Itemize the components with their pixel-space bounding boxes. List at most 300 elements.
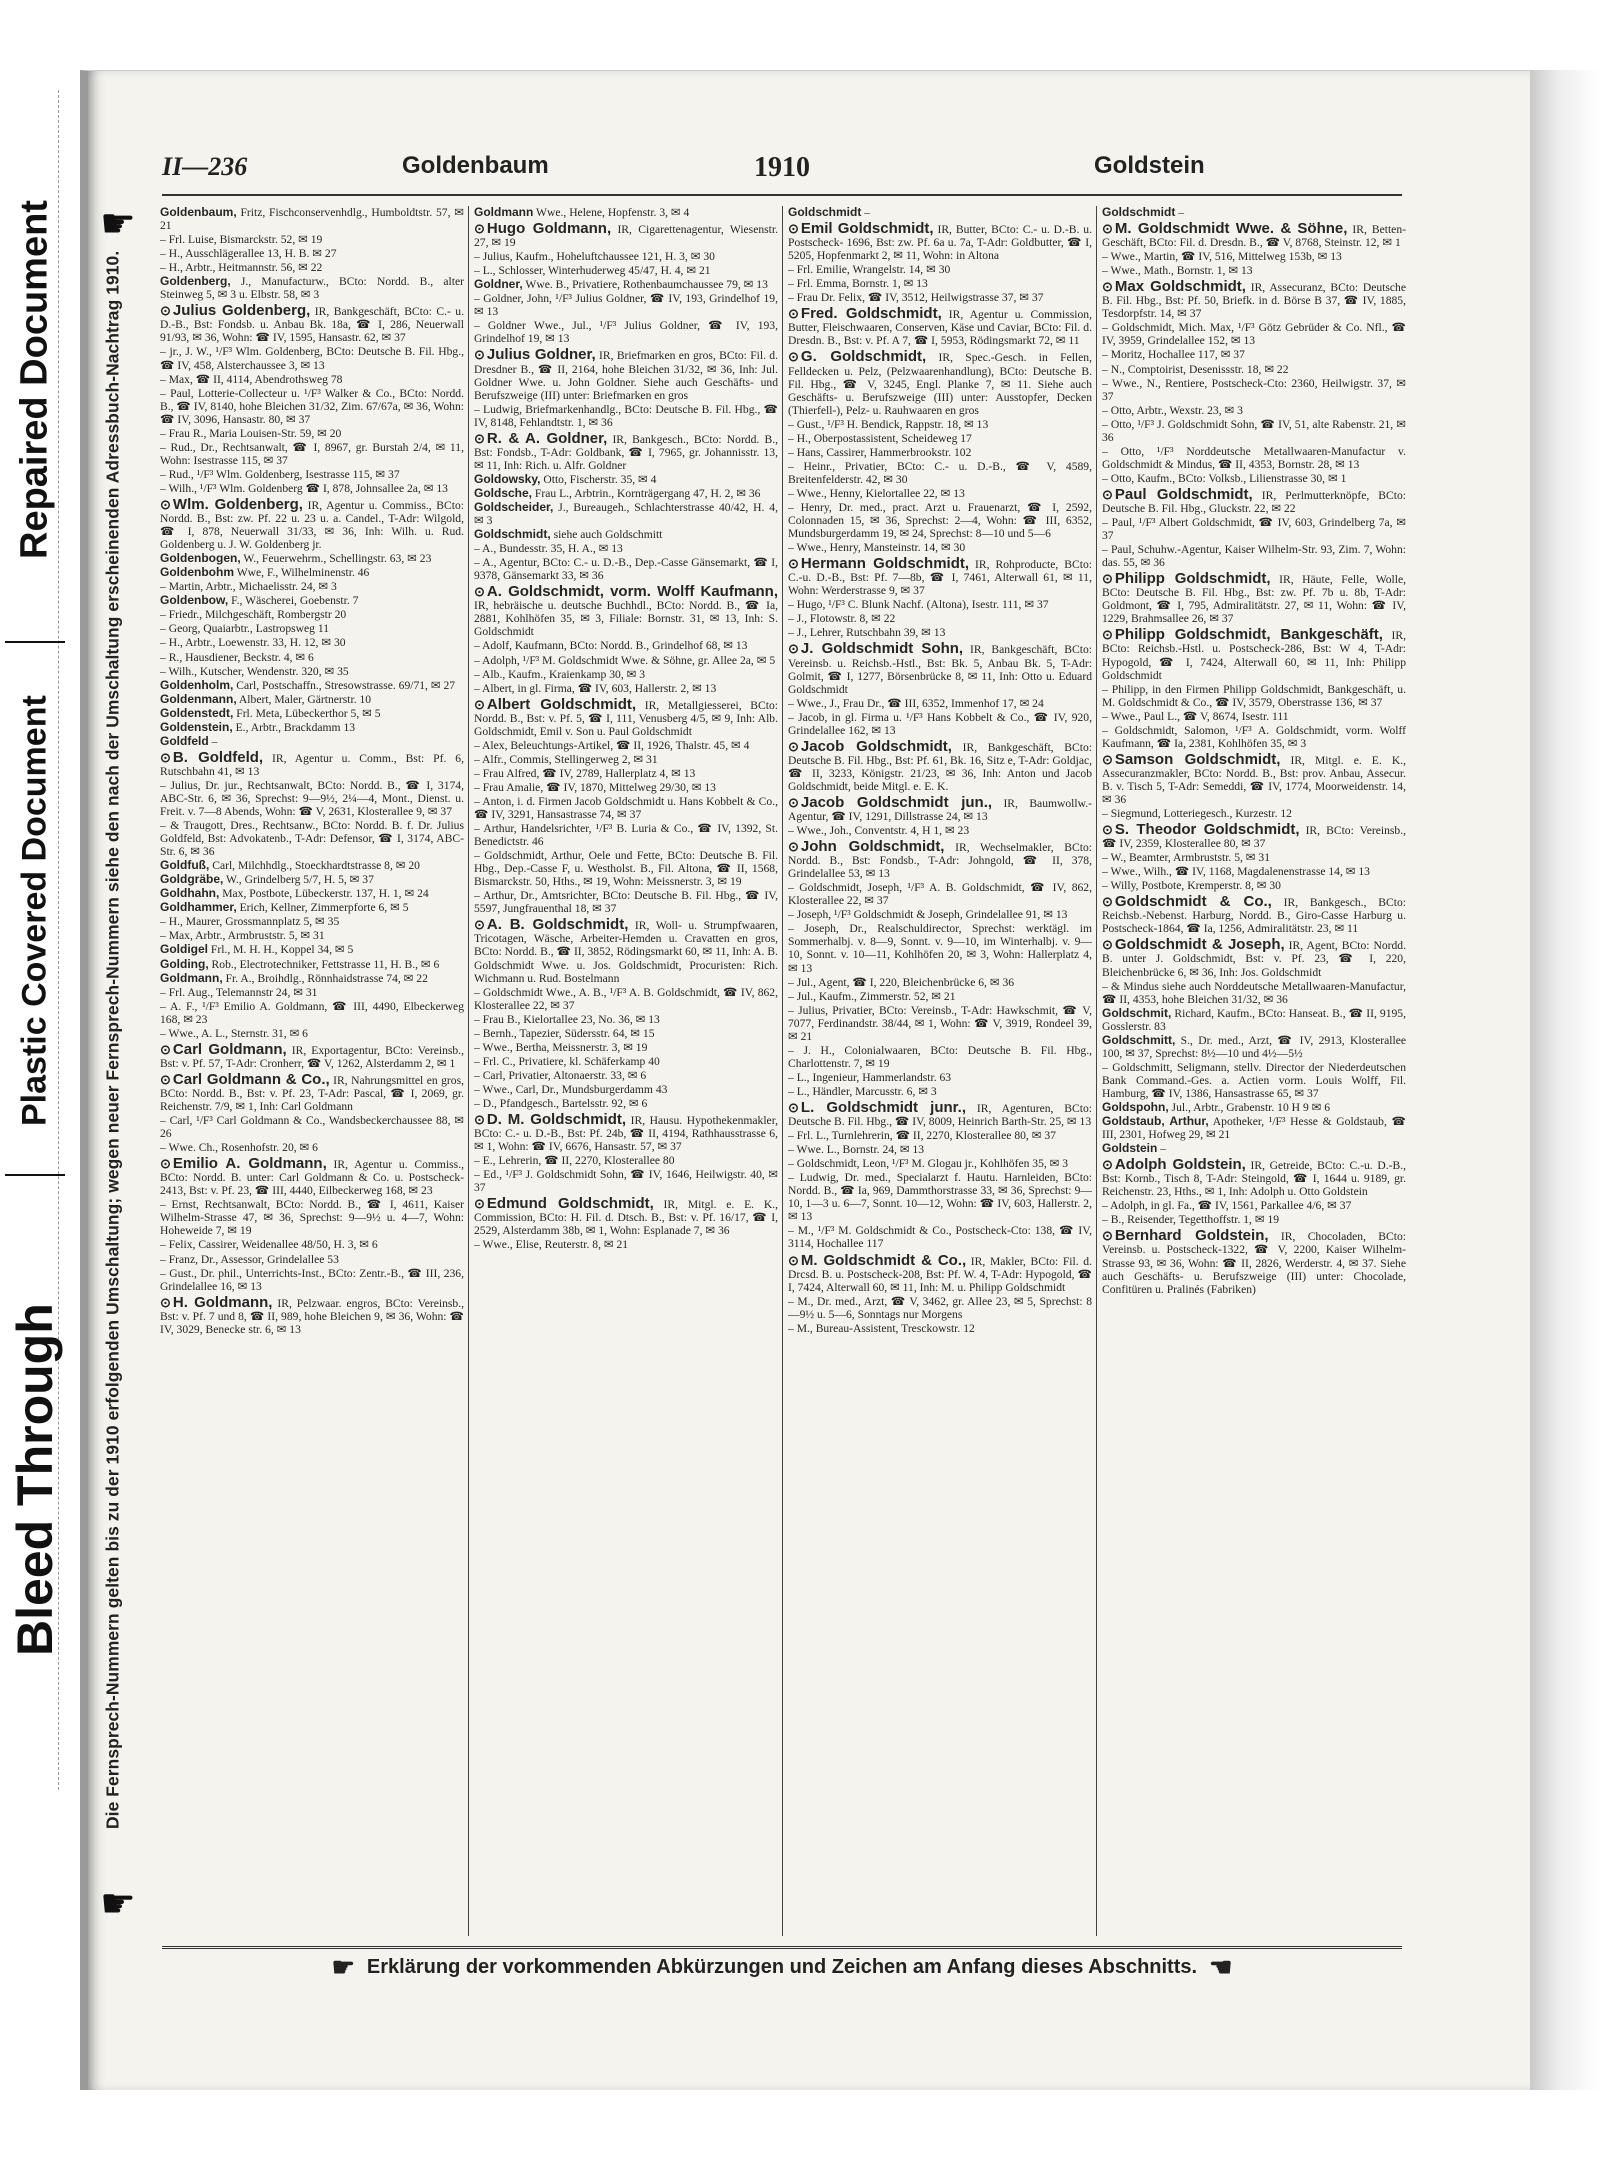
entry-details: – Wwe., Henny, Kielortallee 22, ✉ 13 — [788, 486, 965, 500]
entry-details: – Frl. Luise, Bismarckstr. 52, ✉ 19 — [160, 233, 323, 247]
telephone-marker-icon: ⊙ — [1102, 627, 1113, 643]
entry-name: Goldsche, — [474, 485, 533, 500]
directory-entry — [160, 566, 464, 579]
directory-entry — [1102, 1158, 1406, 1198]
entry-details: – Frl. Aug., Telemannstr 24, ✉ 31 — [160, 985, 318, 999]
telephone-marker-icon: ⊙ — [474, 696, 485, 712]
entry-name: Goldenholm, — [160, 677, 234, 692]
entry-details: – Arthur, Handelsrichter, ¹/F³ B. Luria & Co., ☎ IV, 1392, St. Benedictstr. 46 — [474, 822, 778, 849]
repaired-document-label: Repaired Document — [5, 118, 65, 643]
directory-entry — [160, 819, 464, 858]
entry-details: – Wwe., Joh., Conventstr. 4, H 1, ✉ 23 — [788, 824, 970, 838]
entry-name: Albert Goldschmidt, — [486, 695, 637, 713]
directory-entry — [788, 263, 1092, 276]
entry-name: Emil Goldschmidt, — [800, 220, 934, 238]
entry-details: – Carl, ¹/F³ Carl Goldmann & Co., Wandsbeckerchaussee 88, ✉ 26 — [160, 1114, 464, 1141]
entry-details: – N., Comptoirist, Desenissstr. 18, ✉ 22 — [1102, 362, 1289, 376]
plastic-covered-label: Plastic Covered Document — [5, 648, 65, 1176]
entry-name: Goldhammer, — [160, 900, 237, 915]
directory-entry — [160, 748, 464, 778]
entry-details: IR, Butter, BCto: C.- u. D.-B. u. Postscheck- 1696, Bst: zw. Pf. 6a u. 7a, T-Adr: Goldbutter, ☎ I, 5205, Hopfenmarkt 2, ✉ 11, Wohn: in Altona — [788, 223, 1092, 263]
directory-entry — [1102, 1142, 1406, 1155]
directory-entry — [1102, 1007, 1406, 1033]
entry-details: Carl, Milchhdlg., Stoeckhardtstrasse 8, ✉ 20 — [209, 859, 420, 873]
entry-details: Otto, Fischerstr. 35, ✉ 4 — [540, 472, 657, 486]
entry-details: – Frl. Emma, Bornstr. 1, ✉ 13 — [788, 277, 928, 291]
entry-name: Goldschmidt, — [474, 527, 551, 542]
directory-entry — [474, 1168, 778, 1194]
entry-details: Frl., M. H. H., Koppel 34, ✉ 5 — [208, 943, 354, 957]
telephone-marker-icon: ⊙ — [160, 496, 171, 512]
directory-entry — [788, 626, 1092, 639]
directory-entry — [788, 557, 1092, 597]
telephone-marker-icon: ⊙ — [1102, 1157, 1113, 1173]
telephone-marker-icon: ⊙ — [160, 749, 171, 765]
entry-details: – Julius, Kaufm., Hoheluftchaussee 121, H. 3, ✉ 30 — [474, 250, 715, 264]
entry-details: – Heinr., Privatier, BCto: C.- u. D.-B., ☎ V, 4589, Breitenfelderstr. 42, ✉ 30 — [788, 459, 1092, 486]
entry-details: – Wilh., ¹/F³ Wlm. Goldenberg ☎ I, 878, Johnsallee 2a, ✉ 13 — [160, 481, 448, 495]
entry-details: – Alfr., Commis, Stellingerweg 2, ✉ 31 — [474, 752, 658, 766]
entry-details: IR, Bankgesch., BCto: Nordd. B., Bst: Fondsb., T-Adr: Goldbank, ☎ I, 7965, gr. Johannisstr. 13, ✉ 11, Inh: Rich. u. Alfr. Goldner — [474, 432, 778, 472]
entry-details: – Franz, Dr., Assessor, Grindelallee 53 — [160, 1252, 339, 1266]
entry-details: IR, Perlmutterknöpfe, BCto: Deutsche B. Fil. Hbg., Gluckstr. 22, ✉ 22 — [1102, 488, 1406, 515]
entry-details: – Wwe., Elise, Reuterstr. 8, ✉ 21 — [474, 1238, 629, 1252]
entry-details: – Alb., Kaufm., Kraienkamp 30, ✉ 3 — [474, 667, 646, 681]
directory-entry — [474, 250, 778, 263]
entry-details: – Wwe., A. L., Sternstr. 31, ✉ 6 — [160, 1026, 308, 1040]
directory-entry — [788, 541, 1092, 554]
directory-entry — [474, 1027, 778, 1040]
entry-details: IR, Wechselmakler, BCto: Nordd. B., Bst: Fondsb., T-Adr: Johngold, ☎ II, 378, Grindelallee 53, ✉ 13 — [788, 841, 1092, 881]
entry-details: IR, BCto: Vereinsb., ☎ IV, 2359, Klosterallee 80, ✉ 37 — [1102, 824, 1406, 851]
entry-details: – Wwe., N., Rentiere, Postscheck-Cto: 2360, Heilwigstr. 37, ✉ 37 — [1102, 376, 1406, 403]
directory-entry — [474, 292, 778, 318]
directory-entry — [788, 737, 1092, 793]
entry-name: Goldigel — [160, 942, 208, 957]
entry-details: IR, Agent, BCto: Nordd. B. unter J. Goldschmidt, Bst: v. Pf. 23, ☎ I, 220, Bleichenbrücke 6, ✉ 36, Inh: Jos. Goldschmidt — [1102, 939, 1406, 979]
entry-name: H. Goldmann, — [172, 1293, 273, 1311]
directory-entry — [474, 1113, 778, 1153]
directory-entry — [1102, 250, 1406, 263]
entry-details: – Wwe., Martin, ☎ IV, 516, Mittelweg 153b, ✉ 13 — [1102, 250, 1342, 264]
directory-entry — [1102, 206, 1406, 219]
entry-name: Goldhahn, — [160, 886, 220, 901]
directory-entry — [474, 1083, 778, 1096]
entry-details: – Jul., Agent, ☎ I, 220, Bleichenbrücke 6, ✉ 36 — [788, 975, 1015, 989]
directory-entry — [788, 291, 1092, 304]
directory-entry — [788, 222, 1092, 262]
page-edge-shadow — [1530, 70, 1600, 2090]
directory-entry — [474, 739, 778, 752]
telephone-marker-icon: ⊙ — [1102, 822, 1113, 838]
entry-details: IR, Mitgl. e. E. K., Assecuranzmakler, BCto: Nordd. B., Bst: prov. Anbau, Assecur. B. v. Tisch 5, T-Adr: Semeddi, ☎ IV, 1774, Moorweidenstr. 14, ✉ 36 — [1102, 753, 1406, 806]
entry-details: IR, Betten-Geschäft, BCto: Fil. d. Dresdn. B., ☎ V, 8768, Steinstr. 12, ✉ 1 — [1102, 223, 1406, 250]
entry-name: Goldmann, — [160, 970, 223, 985]
entry-name: Paul Goldschmidt, — [1114, 485, 1253, 503]
directory-entry — [788, 1044, 1092, 1070]
directory-entry — [160, 929, 464, 942]
entry-details: IR, Agentur u. Comm., Bst: Pf. 6, Rutschbahn 41, ✉ 13 — [160, 751, 464, 778]
telephone-marker-icon: ⊙ — [1102, 894, 1113, 910]
directory-entry — [160, 1238, 464, 1251]
directory-entry — [1102, 280, 1406, 320]
entry-details: – Frau R., Maria Louisen-Str. 59, ✉ 20 — [160, 426, 342, 440]
directory-entry — [160, 275, 464, 301]
directory-entry — [1102, 516, 1406, 542]
entry-details: IR, Agentur u. Commission, Butter, Fleischwaaren, Conserven, Käse und Caviar, BCto: Fil. d. Dresdn. B., Bst: v. Pf. A 7, ☎ I, 5953, Rödingsmarkt 72, ✉ 11 — [788, 308, 1092, 348]
entry-details: – — [208, 734, 218, 748]
entry-details: – Philipp, in den Firmen Philipp Goldschmidt, Bankgeschäft, u. M. Goldschmidt & Co., ☎ IV, 3579, Oberstrasse 136, ✉ 37 — [1102, 682, 1406, 709]
header-first-entry: Goldenbaum — [402, 152, 549, 179]
entry-details: IR, Bankgeschäft, BCto: Deutsche B. Fil. Hbg., Bst: Pf. 61, Bk. 16, Sitz e, T-Adr: Goldjac, ☎ II, 3233, Königstr. 21/23, ✉ 36, Inh: Anton und Jacob Goldschmidt, beide Mitgl. e. E. K. — [788, 740, 1092, 793]
directory-entry — [160, 233, 464, 246]
telephone-marker-icon: ⊙ — [788, 221, 799, 237]
entry-details: F., Wäscherei, Goebenstr. 7 — [228, 594, 359, 608]
telephone-marker-icon: ⊙ — [474, 347, 485, 363]
entry-details: – Frau B., Kielortallee 23, No. 36, ✉ 13 — [474, 1012, 660, 1026]
spine-notice: Die Fernsprech-Nummern gelten bis zu der 1910 erfolgenden Umschaltung; wegen neuer Fernsprech-Nummern siehe den nach der Umschaltung erscheinenden Adressbuch-Nachtrag 1910. — [102, 250, 123, 1830]
directory-entry — [160, 345, 464, 371]
directory-entry — [1102, 865, 1406, 878]
footer-text: Erklärung der vorkommenden Abkürzungen und Zeichen am Anfang dieses Abschnitts. — [366, 1956, 1198, 1978]
entry-details: – Goldner, John, ¹/F³ Julius Goldner, ☎ IV, 193, Grindelhof 19, ✉ 13 — [474, 292, 778, 319]
entry-details: – A., Agentur, BCto: C.- u. D.-B., Dep.-Casse Gänsemarkt, ☎ I, 9378, Gänsemarkt 33, ✉ 36 — [474, 556, 778, 583]
entry-details: IR, hebräische u. deutsche Buchhdl., BCto: Nordd. B., ☎ Ia, 2881, Kohlhöfen 35, ✉ 3, Filiale: Bornstr. 31, ✉ 13, Inh: S. Goldschmidt — [474, 599, 778, 639]
directory-entry — [788, 1171, 1092, 1223]
entry-details: – Albert, in gl. Firma, ☎ IV, 603, Hallerstr. 2, ✉ 13 — [474, 681, 717, 695]
bleed-through-label: Bleed Through — [7, 1303, 63, 1657]
directory-entry — [1102, 418, 1406, 444]
entry-name: Goldenmann, — [160, 691, 237, 706]
entry-details: W., Feuerwehrm., Schellingstr. 63, ✉ 23 — [240, 552, 432, 566]
directory-entry — [788, 612, 1092, 625]
entry-details: – J., Flotowstr. 8, ✉ 22 — [788, 612, 896, 626]
directory-entry — [1102, 724, 1406, 750]
directory-entry — [160, 1070, 464, 1113]
entry-details: – — [1157, 1142, 1167, 1156]
entry-details: IR, Assecuranz, BCto: Deutsche B. Fil. Hbg., Bst: Pf. 50, Briefk. in d. Börse B 37, ☎ IV, 1885, Tesdorpfstr. 14, ✉ 37 — [1102, 281, 1406, 321]
entry-details: – Friedr., Milchgeschäft, Rombergstr 20 — [160, 608, 347, 622]
entry-details: J., Bureaugeh., Schlachterstrasse 40/42, H. 4, ✉ 3 — [474, 500, 778, 528]
entry-details: – Adolph, ¹/F³ M. Goldschmidt Wwe. & Söhne, gr. Allee 2a, ✉ 5 — [474, 653, 776, 667]
telephone-marker-icon: ⊙ — [788, 1252, 799, 1268]
directory-entry — [474, 795, 778, 821]
entry-details: – Paul, Schuhw.-Agentur, Kaiser Wilhelm-Str. 93, Zim. 7, Wohn: das. 55, ✉ 36 — [1102, 543, 1406, 570]
directory-entry — [474, 918, 778, 984]
directory-entry — [474, 222, 778, 249]
directory-entry — [788, 1085, 1092, 1098]
entry-details: – Frl. L., Turnlehrerin, ☎ II, 2270, Klosterallee 80, ✉ 37 — [788, 1129, 1056, 1143]
entry-details: – Otto, Arbtr., Wexstr. 23, ✉ 3 — [1102, 403, 1243, 417]
directory-entry — [160, 1198, 464, 1237]
entry-details: – E., Lehrerin, ☎ II, 2270, Klosterallee 80 — [474, 1154, 675, 1168]
entry-details: – Wwe., Bertha, Meissnerstr. 3, ✉ 19 — [474, 1040, 648, 1054]
entry-details: IR, Getreide, BCto: C.-u. D.-B., Bst: Kornb., Tisch 8, T-Adr: Steingold, ☎ I, 1644 u. 9189, gr. Reichenstr. 23, Hths., ✉ 1, Inh: Adolph u. Otto Goldstein — [1102, 1159, 1406, 1199]
entry-name: Jacob Goldschmidt, — [800, 737, 952, 755]
entry-details: – Adolph, in gl. Fa., ☎ IV, 1561, Parkallee 4/6, ✉ 37 — [1102, 1199, 1352, 1213]
entry-name: Goldfeld — [160, 733, 209, 748]
entry-details: – Frl. C., Privatiere, kl. Schäferkamp 40 — [474, 1054, 660, 1068]
entry-name: Goldner, — [474, 277, 523, 292]
entry-details: IR, Makler, BCto: Fil. d. Drcsd. B. u. Postscheck-208, Bst: Pf. W. 4, T-Adr: Hypogold, ☎ I, 7424, Alterwall 60, ✉ 11, Inh: M. u. Philipp Goldschmidt — [788, 1254, 1092, 1294]
entry-details: Carl, Postschaffn., Stresowstrasse. 69/71, ✉ 27 — [233, 678, 456, 692]
directory-entry — [1102, 404, 1406, 417]
entry-details: – Paul, ¹/F³ Albert Goldschmidt, ☎ IV, 603, Grindelberg 7a, ✉ 37 — [1102, 516, 1406, 543]
entry-details: – Otto, Kaufm., BCto: Volksb., Lilienstrasse 30, ✉ 1 — [1102, 471, 1347, 485]
directory-entry — [474, 585, 778, 638]
directory-entry — [474, 264, 778, 277]
entry-details: IR, Rohproducte, BCto: C.-u. D.-B., Bst: Pf. 7—8b, ☎ I, 7461, Alterwall 61, ✉ 11, Wohn: Werderstrasse 9, ✉ 37 — [788, 558, 1092, 598]
entry-details: – M., Bureau-Assistent, Tresckowstr. 12 — [788, 1321, 975, 1335]
entry-details: – Goldschmitt, Seligmann, stellv. Director der Niederdeutschen Bank Command.-Ges. a. Actien vorm. Louis Wolff, Fil. Hamburg, ☎ IV, 1386, Hansastrasse 65, ✉ 37 — [1102, 1060, 1406, 1100]
directory-entry — [160, 972, 464, 985]
entry-name: Hermann Goldschmidt, — [800, 555, 970, 573]
entry-details: J., Manufacturw., BCto: Nordd. B., alter Steinweg 5, ✉ 3 u. Elbstr. 58, ✉ 3 — [160, 275, 464, 302]
telephone-marker-icon: ⊙ — [1102, 486, 1113, 502]
entry-name: Carl Goldmann & Co., — [172, 1070, 330, 1088]
entry-details: S., Dr. med., Arzt, ☎ IV, 2913, Klosterallee 100, ✉ 37, Sprechst: 8½—10 und 4½—5½ — [1102, 1033, 1406, 1060]
directory-entry — [160, 1267, 464, 1293]
entry-details: – Siegmund, Lotteriegesch., Kurzestr. 12 — [1102, 807, 1292, 821]
directory-entry — [1102, 1034, 1406, 1060]
document-condition-sidebar — [0, 0, 70, 2177]
directory-entry — [160, 206, 464, 232]
directory-entry — [474, 1055, 778, 1068]
directory-entry — [160, 580, 464, 593]
entry-details: – Rud., Dr., Rechtsanwalt, ☎ I, 8967, gr. Burstah 2/4, ✉ 11, Wohn: Isestrasse 115, ✉ 37 — [160, 440, 464, 467]
entry-name: Julius Goldner, — [486, 346, 596, 364]
entry-name: Goldenbohm — [160, 565, 234, 580]
directory-entry — [160, 594, 464, 607]
directory-entry — [474, 654, 778, 667]
directory-entry — [1102, 879, 1406, 892]
directory-entry — [474, 528, 778, 541]
page-number: II—236 — [162, 152, 248, 181]
entry-details: – Wwe., Henry, Mansteinstr. 14, ✉ 30 — [788, 541, 966, 555]
entry-details: – H., Oberpostassistent, Scheideweg 17 — [788, 431, 972, 445]
entry-details: IR, Pelzwaar. engros, BCto: Vereinsb., Bst: v. Pf. 7 und 8, ☎ II, 989, hohe Bleichen 9, ✉ 36, Wohn: ☎ IV, 3029, Benecke str. 6, ✉ 13 — [160, 1296, 464, 1336]
entry-name: Goldenberg, — [160, 274, 231, 289]
entry-details: – Wwe., Carl, Dr., Mundsburgerdamm 43 — [474, 1082, 668, 1096]
directory-entry — [160, 943, 464, 956]
entry-details: – Julius, Dr. jur., Rechtsanwalt, BCto: Nordd. B., ☎ I, 3174, ABC-Str. 6, ✉ 36, Sprechst: 9—9½, 2¼—4, Mont., Dienst. u. Freit. v. 7—8 Abends, Wohn: ☎ V, 2631, Klosterallee 9, ✉ 37 — [160, 778, 464, 819]
directory-entry — [160, 482, 464, 495]
entry-name: M. Goldschmidt & Co., — [800, 1251, 967, 1269]
entry-name: Philipp Goldschmidt, — [1114, 570, 1271, 588]
entry-details: E., Arbtr., Brackdamm 13 — [232, 720, 356, 734]
entry-details: – H., Ausschlägerallee 13, H. B. ✉ 27 — [160, 247, 337, 261]
entry-details: Fr. A., Broihdlg., Rönnhaidstrasse 74, ✉ 22 — [222, 971, 428, 985]
directory-entry — [160, 495, 464, 552]
entry-name: D. M. Goldschmidt, — [486, 1111, 627, 1129]
entry-details: – Alex, Beleuchtungs-Artikel, ☎ II, 1926, Thalstr. 45, ✉ 4 — [474, 738, 750, 752]
entry-details: Max, Postbote, Lübeckerstr. 137, H. 1, ✉ 24 — [219, 887, 429, 901]
entry-details: – J., Lehrer, Rutschbahn 39, ✉ 13 — [788, 626, 946, 640]
directory-entry — [788, 501, 1092, 540]
telephone-marker-icon: ⊙ — [1102, 221, 1113, 237]
entry-details: IR, Häute, Felle, Wolle, BCto: Deutsche B. Fil. Hbg., Bst: zw. Pf. 7b u. 8b, T-Adr: Goldmont, ☎ I, 795, Admiralitätstr. 27, ✉ 11, Wohn: ☎ IV, 1229, Brahmsallee 26, ✉ 37 — [1102, 573, 1406, 626]
directory-entry — [1102, 485, 1406, 515]
entry-details: – Goldner Wwe., Jul., ¹/F³ Julius Goldner, ☎ IV, 193, Grindelhof 19, ✉ 13 — [474, 319, 778, 346]
telephone-marker-icon: ⊙ — [160, 1294, 171, 1310]
directory-entry — [788, 840, 1092, 880]
directory-entry — [1102, 572, 1406, 625]
column-divider — [468, 206, 469, 1936]
entry-details: IR, Chocoladen, BCto: Vereinsb. u. Postscheck-1322, ☎ V, 2200, Kaiser Wilhelm-Strasse 93, ✉ 36, Wohn: ☎ II, 2826, Werderstr. 4, ✉ 37. Siehe auch Geschäfts- u. Berufszweige (III) unter: Chocolade, Confitüren u. Pralinés (Fabriken) — [1102, 1230, 1406, 1296]
telephone-marker-icon: ⊙ — [788, 794, 799, 810]
directory-entry — [1102, 750, 1406, 806]
telephone-marker-icon: ⊙ — [788, 306, 799, 322]
directory-entry — [788, 908, 1092, 921]
directory-entry — [788, 487, 1092, 500]
entry-details: – Carl, Privatier, Altonaerstr. 33, ✉ 6 — [474, 1068, 647, 1082]
entry-details: IR, Metallgiesserei, BCto: Nordd. B., Bst: v. Pf. 5, ☎ I, 111, Venusberg 4/5, ✉ 9, Inh: Alb. Goldschmidt, Emil v. Son u. Paul Goldschmidt — [474, 698, 778, 738]
directory-entry — [160, 552, 464, 565]
directory-entry — [160, 1114, 464, 1140]
telephone-marker-icon: ⊙ — [788, 641, 799, 657]
entry-details: – Goldschmidt, Arthur, Oele und Fette, BCto: Deutsche B. Fil. Hbg., Dep.-Casse F, u. Westholst. B., Fil. Altona, ☎ II, 1568, Bismarckstr. 50, Hths., ✉ 19, Wohn: Meissnerstr. 3, ✉ 19 — [474, 849, 778, 889]
directory-entry — [788, 1295, 1092, 1321]
entry-details: Erich, Kellner, Zimmerpforte 6, ✉ 5 — [236, 901, 409, 915]
directory-entry — [474, 639, 778, 652]
directory-entry — [474, 753, 778, 766]
entry-details: – Henry, Dr. med., pract. Arzt u. Frauenarzt, ☎ I, 2592, Colonnaden 15, ✉ 36, Sprechst: 2—4, Wohn: ☎ III, 6352, Mundsburgerdamm 19, ✉ 24, Sprechst: 8—10 und 5—6 — [788, 500, 1092, 541]
entry-details: – Moritz, Hochallee 117, ✉ 37 — [1102, 348, 1245, 362]
entry-details: – Goldschmidt, Salomon, ¹/F³ A. Goldschmidt, vorm. Wolff Kaufmann, ☎ Ia, 2381, Kohlhöfen 35, ✉ 3 — [1102, 723, 1406, 750]
entry-name: Goldstaub, Arthur, — [1102, 1114, 1209, 1129]
entry-details: – M., Dr. med., Arzt, ☎ V, 3462, gr. Allee 23, ✉ 5, Sprechst: 8—9½ u. 5—6, Sonntags nur Morgens — [788, 1294, 1092, 1321]
telephone-marker-icon: ⊙ — [788, 556, 799, 572]
directory-entry — [788, 1101, 1092, 1128]
pointing-hand-icon: ☛ — [100, 1881, 136, 1926]
entry-name: Goldenbow, — [160, 593, 229, 608]
directory-entry — [474, 1238, 778, 1251]
directory-entry — [160, 468, 464, 481]
entry-details: – Otto, ¹/F³ J. Goldschmidt Sohn, ☎ IV, 51, alte Rabenstr. 21, ✉ 36 — [1102, 417, 1406, 444]
directory-entry — [160, 859, 464, 872]
entry-name: B. Goldfeld, — [172, 748, 264, 766]
directory-entry — [788, 1143, 1092, 1156]
directory-entry — [474, 403, 778, 429]
directory-entry — [788, 206, 1092, 219]
entry-name: Goldstein — [1102, 1141, 1158, 1156]
directory-entry — [788, 432, 1092, 445]
entry-details: – Arthur, Dr., Amtsrichter, BCto: Deutsche B. Fil. Hbg., ☎ IV, 5597, Jungfrauenthal 18, ✉ 37 — [474, 889, 778, 916]
entry-details: – J. H., Colonialwaaren, BCto: Deutsche B. Fil. Hbg., Charlottenstr. 7, ✉ 19 — [788, 1043, 1092, 1070]
directory-entry — [1102, 348, 1406, 361]
directory-entry — [788, 418, 1092, 431]
directory-entry — [1102, 807, 1406, 820]
directory-entry — [1102, 377, 1406, 403]
entry-details: – Goldschmidt, Mich. Max, ¹/F³ Götz Gebrüder & Co. Nfl., ☎ IV, 3959, Grindelallee 152, ✉ 13 — [1102, 321, 1406, 348]
entry-details: IR, Spec.-Gesch. in Fellen, Felldecken u. Pelz, (Pelzwaarenhandlung), BCto: Deutsche B. Fil. Hbg., ☎ V, 3245, Engl. Planke 7, ✉ 11. Siehe auch Geschäfts- u. Berufszweige (III) unter: Ausstopfer, Decken (Thierfell-), Pelz- u. Rauhwaaren en gros — [788, 351, 1092, 417]
directory-entry — [788, 350, 1092, 416]
telephone-marker-icon: ⊙ — [474, 917, 485, 933]
column-divider — [782, 206, 783, 1936]
directory-entry — [1102, 543, 1406, 569]
telephone-marker-icon: ⊙ — [160, 1041, 171, 1057]
entry-details: – Jacob, in gl. Firma u. ¹/F³ Hans Kobbelt & Co., ☎ IV, 920, Grindelallee 162, ✉ 13 — [788, 710, 1092, 737]
entry-details: siehe auch Goldschmitt — [550, 528, 663, 542]
entry-details: – D., Pfandgesch., Bartelsstr. 92, ✉ 6 — [474, 1097, 648, 1110]
entry-details: – A., Bundesstr. 35, H. A., ✉ 13 — [474, 542, 623, 556]
entry-name: Philipp Goldschmidt, Bankgeschäft, — [1114, 626, 1383, 644]
entry-details: Wwe, F., Wilhelminenstr. 46 — [234, 566, 370, 580]
directory-entry — [474, 1041, 778, 1054]
entry-details: – Julius, Privatier, BCto: Vereinsb., T-Adr: Hawkschmit, ☎ V, 7077, Ferdinandstr. 38/44, ✉ 1, Wohn: ☎ V, 3919, Rondeel 39, ✉ 21 — [788, 1003, 1092, 1043]
entry-details: W., Grindelberg 5/7, H. 5, ✉ 37 — [223, 873, 374, 887]
directory-entry — [474, 781, 778, 794]
entry-details: Fritz, Fischconservenhdlg., Humboldtstr. 57, ✉ 21 — [160, 206, 464, 233]
directory-entry — [160, 693, 464, 706]
entry-details: – Wwe., Wilh., ☎ IV, 1168, Magdalenenstrasse 14, ✉ 13 — [1102, 865, 1370, 879]
entry-details: – Frau Amalie, ☎ IV, 1870, Mittelweg 29/30, ✉ 13 — [474, 780, 716, 794]
directory-entry — [474, 695, 778, 738]
directory-entry — [474, 487, 778, 500]
directory-entry — [474, 822, 778, 848]
directory-entry — [160, 887, 464, 900]
entry-name: Jacob Goldschmidt jun., — [800, 793, 993, 811]
directory-entry — [1102, 445, 1406, 471]
entry-details: – B., Reisender, Tegetthoffstr. 1, ✉ 19 — [1102, 1213, 1280, 1227]
entry-name: Goldmann — [474, 206, 534, 219]
directory-entry — [788, 976, 1092, 989]
entry-details: IR, Bankgeschäft, BCto: Vereinsb. u. Reichsb.-Hstl., Bst: Bk. 5, Anbau Bk. 5, T-Adr: Golmit, ☎ I, 1277, Börsenbrücke 8, ✉ 11, Inh: Otto u. Eduard Goldschmidt — [788, 643, 1092, 696]
entry-details: Frau L., Arbtrin., Kornträgergang 47, H. 2, ✉ 36 — [532, 486, 761, 500]
entry-details: – Joseph, ¹/F³ Goldschmidt & Joseph, Grindelallee 91, ✉ 13 — [788, 908, 1068, 922]
directory-entry — [788, 824, 1092, 837]
entry-details: – Wwe., J., Frau Dr., ☎ III, 6352, Immenhof 17, ✉ 24 — [788, 696, 1044, 710]
directory-entry — [160, 779, 464, 818]
directory-entry — [1102, 1061, 1406, 1100]
entry-name: L. Goldschmidt junr., — [800, 1099, 967, 1116]
entry-details: IR, Agenturen, BCto: Deutsche B. Fil. Hbg., ☎ IV, 8009, Heinrich Barth-Str. 25, ✉ 13 — [788, 1102, 1092, 1129]
directory-entry — [474, 1069, 778, 1082]
directory-entry — [474, 542, 778, 555]
telephone-marker-icon: ⊙ — [1102, 937, 1113, 953]
directory-entry — [160, 721, 464, 734]
telephone-marker-icon: ⊙ — [788, 349, 799, 365]
telephone-marker-icon: ⊙ — [788, 839, 799, 855]
entry-details: – A. F., ¹/F³ Emilio A. Goldmann, ☎ III, 4490, Elbeckerweg 168, ✉ 23 — [160, 999, 464, 1026]
telephone-marker-icon: ⊙ — [474, 1112, 485, 1128]
entry-details: – Hans, Cassirer, Hammerbrookstr. 102 — [788, 445, 972, 459]
directory-entry — [474, 556, 778, 582]
entry-details: IR, Hausu. Hypothekenmakler, BCto: C.- u. D.-B., Bst: Pf. 24b, ☎ II, 4194, Rathhausstrasse 6, ✉ 1, Wohn: ☎ IV, 6676, Hansastr. 57, ✉ 37 — [474, 1114, 778, 1154]
entry-details: – Anton, i. d. Firmen Jacob Goldschmidt u. Hans Kobbelt & Co., ☎ IV, 3291, Hansastrasse 74, ✉ 37 — [474, 794, 778, 822]
entry-details: – Gust., Dr. phil., Unterrichts-Inst., BCto: Zentr.-B., ☎ III, 236, Grindelallee 16, ✉ 13 — [160, 1266, 464, 1293]
directory-entry — [474, 1154, 778, 1167]
entry-name: Wlm. Goldenberg, — [172, 495, 303, 513]
entry-details: – M., ¹/F³ M. Goldschmidt & Co., Postscheck-Cto: 138, ☎ IV, 3114, Hochallee 117 — [788, 1224, 1092, 1251]
entry-name: M. Goldschmidt Wwe. & Söhne, — [1114, 220, 1348, 238]
entry-details: IR, Exportagentur, BCto: Vereinsb., Bst: v. Pf. 57, T-Adr: Cronherr, ☎ V, 1262, Alsterdamm 2, ✉ 1 — [160, 1043, 464, 1070]
telephone-marker-icon: ⊙ — [788, 1100, 799, 1115]
directory-entry — [1102, 980, 1406, 1006]
directory-entry — [160, 901, 464, 914]
directory-entry — [160, 1293, 464, 1336]
entry-name: Goldschmidt — [1102, 206, 1176, 219]
directory-entry — [788, 1322, 1092, 1335]
telephone-marker-icon: ⊙ — [474, 430, 485, 446]
directory-entry — [1102, 472, 1406, 485]
entry-details: – Goldschmidt, Joseph, ¹/F³ A. B. Goldschmidt, ☎ IV, 862, Klosterallee 22, ✉ 37 — [788, 881, 1092, 908]
entry-details: – Rud., ¹/F³ Wlm. Goldenberg, Isestrasse 115, ✉ 37 — [160, 467, 400, 481]
entry-name: Samson Goldschmidt, — [1114, 750, 1281, 768]
entry-details: Jul., Arbtr., Grabenstr. 10 H 9 ✉ 6 — [1168, 1101, 1331, 1114]
entry-details: – Frau Alfred, ☎ IV, 2789, Hallerplatz 4, ✉ 13 — [474, 766, 696, 780]
entry-name: G. Goldschmidt, — [800, 348, 927, 366]
